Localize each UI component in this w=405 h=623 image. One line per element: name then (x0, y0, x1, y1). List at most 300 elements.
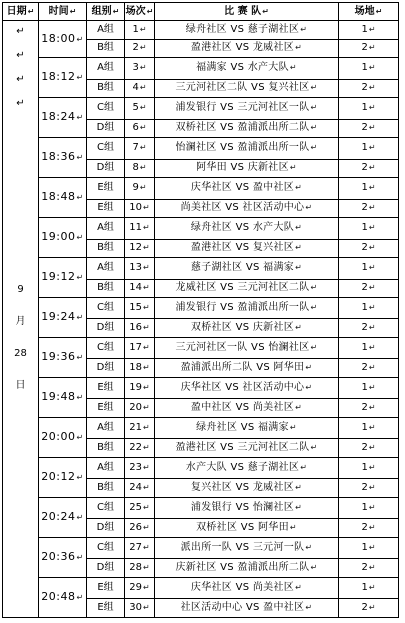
header-venue: 场地↵ (339, 3, 399, 21)
return-mark: ↵ (289, 423, 297, 433)
return-mark: ↵ (368, 363, 376, 373)
date-part: 9 (17, 284, 24, 295)
venue-cell-text: 1 (361, 542, 368, 554)
table-row (3, 538, 399, 559)
match-number-cell-text: 26 (129, 522, 143, 534)
date-part: 28 (14, 348, 27, 359)
match-schedule-table (2, 2, 399, 618)
venue-cell (339, 538, 399, 559)
return-mark: ↵ (368, 83, 376, 93)
venue-cell (339, 98, 399, 119)
group-cell (87, 21, 125, 40)
match-cell-text: 怡澜社区 VS 盈浦派出所一队 (175, 142, 310, 154)
return-mark: ↵ (295, 43, 303, 53)
match-cell (155, 418, 339, 439)
venue-cell (339, 159, 399, 178)
time-value: 19:24 (41, 310, 76, 324)
venue-cell-text: 2 (361, 202, 368, 214)
match-number-cell (125, 79, 155, 98)
match-number-cell (125, 538, 155, 559)
table-row (3, 258, 399, 279)
match-number-cell-text: 12 (129, 242, 143, 254)
group-cell-text: A组 (97, 23, 114, 35)
return-mark: ↵ (139, 143, 147, 153)
match-number-cell (125, 338, 155, 359)
return-mark: ↵ (76, 393, 84, 403)
match-cell-text: 社区活动中心 VS 盈中社区 (180, 602, 305, 614)
match-cell (155, 279, 339, 298)
time-value: 18:36 (41, 150, 76, 164)
table-row (3, 138, 399, 159)
venue-cell (339, 39, 399, 58)
venue-cell-text: 2 (361, 242, 368, 254)
date-part: ↵ (16, 74, 25, 85)
group-cell (87, 298, 125, 319)
match-number-cell-text: 4 (132, 82, 139, 94)
match-cell (155, 21, 339, 40)
group-cell (87, 599, 125, 618)
match-cell (155, 538, 339, 559)
table-row (3, 378, 399, 399)
match-cell (155, 319, 339, 338)
return-mark: ↵ (368, 523, 376, 533)
match-number-cell-text: 1 (132, 23, 139, 35)
time-value: 20:00 (41, 430, 76, 444)
return-mark: ↵ (143, 243, 150, 253)
schedule-sheet (2, 2, 399, 618)
return-mark: ↵ (76, 313, 84, 323)
group-cell (87, 119, 125, 138)
match-cell (155, 218, 339, 239)
group-cell-text: C组 (97, 502, 114, 514)
group-cell-text: E组 (97, 202, 114, 214)
time-value: 18:12 (41, 70, 76, 84)
return-mark: ↵ (76, 592, 84, 602)
match-number-cell-text: 27 (129, 542, 143, 554)
group-cell (87, 577, 125, 598)
venue-cell (339, 279, 399, 298)
match-number-cell-text: 13 (129, 262, 143, 274)
venue-cell (339, 138, 399, 159)
venue-cell-text: 2 (361, 82, 368, 94)
return-mark: ↵ (368, 143, 376, 153)
match-cell-text: 派出所一队 VS 三元河一队 (180, 542, 305, 554)
venue-cell (339, 577, 399, 598)
match-cell-text: 水产大队 VS 慈子湖社区 (185, 462, 300, 474)
return-mark: ↵ (310, 283, 318, 293)
venue-cell-text: 1 (361, 222, 368, 234)
venue-cell (339, 498, 399, 519)
group-cell-text: E组 (97, 182, 114, 194)
group-cell-text: B组 (97, 282, 114, 294)
return-mark: ↵ (368, 163, 376, 173)
group-cell (87, 418, 125, 439)
venue-cell (339, 439, 399, 458)
group-cell-text: A组 (97, 462, 114, 474)
return-mark: ↵ (310, 103, 318, 113)
match-cell (155, 498, 339, 519)
return-mark: ↵ (295, 183, 303, 193)
match-number-cell-text: 24 (129, 482, 143, 494)
match-cell-text: 绿舟社区 VS 水产大队 (190, 222, 295, 234)
venue-cell (339, 559, 399, 578)
return-mark: ↵ (368, 563, 376, 573)
venue-cell (339, 298, 399, 319)
match-number-cell (125, 577, 155, 598)
match-number-cell-text: 20 (129, 402, 143, 414)
match-cell-text: 盈港社区 VS 龙威社区 (190, 42, 295, 54)
match-number-cell (125, 279, 155, 298)
match-number-cell-text: 19 (129, 382, 143, 394)
match-number-cell (125, 218, 155, 239)
venue-cell-text: 2 (361, 482, 368, 494)
return-mark: ↵ (76, 513, 84, 522)
return-mark: ↵ (143, 483, 150, 493)
match-number-cell (125, 138, 155, 159)
return-mark: ↵ (143, 523, 150, 533)
match-cell-text: 龙威社区 VS 三元河社区二队 (175, 282, 310, 294)
venue-cell (339, 599, 399, 618)
match-cell (155, 599, 339, 618)
match-cell (155, 58, 339, 79)
match-cell (155, 458, 339, 479)
group-cell-text: E组 (97, 602, 114, 614)
group-cell (87, 338, 125, 359)
header-match: 比 赛 队↵ (155, 3, 339, 21)
group-cell-text: C组 (97, 302, 114, 314)
return-mark: ↵ (139, 24, 147, 34)
match-cell-text: 福满家 VS 水产大队 (196, 62, 289, 74)
group-cell (87, 498, 125, 519)
return-mark: ↵ (305, 383, 313, 393)
return-mark: ↵ (368, 463, 376, 473)
match-number-cell (125, 498, 155, 519)
return-mark: ↵ (368, 603, 376, 613)
match-cell-text: 盈港社区 VS 三元河社区二队 (175, 442, 310, 454)
return-mark: ↵ (143, 403, 150, 413)
group-cell-text: E组 (97, 402, 114, 414)
time-cell (39, 378, 87, 418)
group-cell-text: D组 (96, 162, 115, 174)
group-cell (87, 79, 125, 98)
match-number-cell (125, 258, 155, 279)
match-number-cell-text: 25 (129, 502, 143, 514)
header-row (3, 3, 399, 21)
group-cell (87, 359, 125, 378)
venue-cell-text: 1 (361, 262, 368, 274)
match-number-cell-text: 6 (132, 122, 139, 134)
group-cell-text: A组 (97, 262, 114, 274)
match-number-cell (125, 119, 155, 138)
table-row (3, 178, 399, 199)
venue-cell (339, 519, 399, 538)
time-value: 20:12 (41, 470, 76, 484)
date-part: 月 (15, 316, 26, 327)
match-cell (155, 439, 339, 458)
group-cell-text: B组 (97, 482, 114, 494)
return-mark: ↵ (139, 163, 147, 173)
time-cell (39, 21, 87, 58)
return-mark: ↵ (368, 123, 376, 133)
match-number-cell (125, 399, 155, 418)
venue-cell (339, 239, 399, 258)
return-mark: ↵ (143, 383, 150, 393)
venue-cell-text: 2 (361, 322, 368, 334)
match-number-cell-text: 10 (129, 202, 143, 214)
venue-cell (339, 178, 399, 199)
return-mark: ↵ (143, 263, 150, 273)
return-mark: ↵ (368, 323, 376, 333)
venue-cell (339, 119, 399, 138)
return-mark: ↵ (368, 543, 376, 553)
venue-cell (339, 359, 399, 378)
match-cell (155, 138, 339, 159)
return-mark: ↵ (143, 603, 150, 613)
header-time: 时间↵ (39, 3, 87, 21)
match-cell (155, 378, 339, 399)
venue-cell (339, 218, 399, 239)
time-cell (39, 458, 87, 498)
return-mark: ↵ (310, 443, 318, 453)
venue-cell-text: 1 (361, 462, 368, 474)
return-mark: ↵ (368, 203, 376, 213)
return-mark: ↵ (305, 363, 313, 373)
return-mark: ↵ (368, 103, 376, 113)
match-number-cell (125, 439, 155, 458)
match-cell-text: 慈子湖社区 VS 福满家 (190, 262, 295, 274)
table-row (3, 418, 399, 439)
match-cell (155, 178, 339, 199)
group-cell (87, 58, 125, 79)
group-cell-text: A组 (97, 62, 114, 74)
venue-cell (339, 21, 399, 40)
return-mark: ↵ (368, 383, 376, 393)
match-number-cell (125, 39, 155, 58)
return-mark: ↵ (300, 463, 308, 473)
group-cell-text: E组 (97, 382, 114, 394)
match-number-cell-text: 17 (129, 342, 143, 354)
group-cell (87, 239, 125, 258)
match-cell-text: 浦发银行 VS 盈浦派出所一队 (175, 302, 310, 314)
return-mark: ↵ (139, 123, 147, 133)
return-mark: ↵ (76, 233, 84, 243)
match-number-cell (125, 58, 155, 79)
match-number-cell (125, 159, 155, 178)
match-cell-text: 尚美社区 VS 社区活动中心 (180, 202, 305, 214)
match-number-cell-text: 15 (129, 302, 143, 314)
time-cell (39, 218, 87, 258)
group-cell (87, 159, 125, 178)
match-cell-text: 盈港社区 VS 复兴社区 (190, 242, 295, 254)
return-mark: ↵ (143, 423, 150, 433)
match-cell (155, 559, 339, 578)
match-number-cell (125, 359, 155, 378)
group-cell-text: D组 (96, 522, 115, 534)
match-cell (155, 298, 339, 319)
time-value: 20:36 (41, 549, 76, 563)
group-cell (87, 218, 125, 239)
return-mark: ↵ (295, 403, 303, 413)
group-cell-text: C组 (97, 342, 114, 354)
return-mark: ↵ (368, 583, 376, 593)
return-mark: ↵ (310, 303, 318, 313)
group-cell-text: C组 (97, 542, 114, 554)
return-mark: ↵ (76, 193, 84, 203)
group-cell (87, 519, 125, 538)
match-number-cell (125, 21, 155, 40)
match-number-cell-text: 28 (129, 562, 143, 574)
match-number-cell (125, 319, 155, 338)
group-cell-text: B组 (97, 242, 114, 254)
time-cell (39, 498, 87, 538)
date-part: ↵ (16, 98, 25, 109)
group-cell-text: D组 (96, 362, 115, 374)
return-mark: ↵ (289, 163, 297, 173)
return-mark: ↵ (295, 483, 303, 493)
group-cell-text: D组 (96, 562, 115, 574)
return-mark: ↵ (295, 263, 303, 273)
time-cell (39, 258, 87, 298)
match-number-cell (125, 599, 155, 618)
table-row (3, 577, 399, 598)
return-mark: ↵ (310, 83, 318, 93)
match-number-cell-text: 21 (129, 422, 143, 434)
table-row (3, 298, 399, 319)
return-mark: ↵ (139, 43, 147, 53)
return-mark: ↵ (295, 223, 303, 233)
match-number-cell-text: 11 (129, 222, 143, 234)
return-mark: ↵ (143, 343, 150, 353)
time-cell (39, 418, 87, 458)
match-cell (155, 79, 339, 98)
time-value: 20:24 (41, 510, 76, 523)
return-mark: ↵ (76, 473, 84, 483)
match-cell-text: 阿华田 VS 庆新社区 (196, 162, 289, 174)
venue-cell-text: 1 (361, 23, 368, 35)
venue-cell-text: 1 (361, 422, 368, 434)
venue-cell-text: 1 (361, 502, 368, 514)
match-number-cell (125, 458, 155, 479)
venue-cell-text: 2 (361, 362, 368, 374)
match-number-cell (125, 418, 155, 439)
match-cell (155, 39, 339, 58)
return-mark: ↵ (300, 24, 308, 34)
return-mark: ↵ (310, 343, 318, 353)
return-mark: ↵ (310, 563, 318, 573)
time-value: 19:12 (41, 270, 76, 284)
match-cell-text: 双桥社区 VS 阿华田 (196, 522, 289, 534)
match-cell-text: 盈中社区 VS 尚美社区 (190, 402, 295, 414)
group-cell-text: B组 (97, 442, 114, 454)
group-cell (87, 479, 125, 498)
venue-cell (339, 199, 399, 218)
match-cell-text: 双桥社区 VS 庆新社区 (190, 322, 295, 334)
venue-cell (339, 399, 399, 418)
return-mark: ↵ (76, 73, 84, 83)
time-cell (39, 138, 87, 178)
venue-cell (339, 79, 399, 98)
match-number-cell-text: 3 (132, 62, 139, 74)
return-mark: ↵ (139, 103, 147, 113)
return-mark: ↵ (76, 353, 84, 363)
match-number-cell-text: 23 (129, 462, 143, 474)
group-cell-text: A组 (97, 422, 114, 434)
match-cell-text: 庆华社区 VS 盈中社区 (190, 182, 295, 194)
venue-cell-text: 1 (361, 382, 368, 394)
group-cell (87, 258, 125, 279)
return-mark: ↵ (289, 63, 297, 73)
table-row (3, 498, 399, 519)
match-number-cell (125, 378, 155, 399)
table-row (3, 98, 399, 119)
venue-cell-text: 2 (361, 442, 368, 454)
return-mark: ↵ (76, 433, 84, 443)
return-mark: ↵ (368, 43, 376, 53)
table-row (3, 338, 399, 359)
match-number-cell (125, 178, 155, 199)
header-date: 日期↵ (3, 3, 39, 21)
return-mark: ↵ (368, 63, 376, 73)
venue-cell (339, 378, 399, 399)
group-cell (87, 199, 125, 218)
venue-cell-text: 1 (361, 62, 368, 74)
venue-cell-text: 2 (361, 282, 368, 294)
return-mark: ↵ (368, 403, 376, 413)
return-mark: ↵ (76, 273, 84, 283)
schedule-body (3, 21, 399, 618)
match-cell-text: 绿舟社区 VS 慈子湖社区 (185, 23, 300, 35)
return-mark: ↵ (76, 34, 84, 44)
match-number-cell (125, 199, 155, 218)
match-number-cell-text: 2 (132, 42, 139, 54)
match-number-cell-text: 9 (132, 182, 139, 194)
group-cell (87, 559, 125, 578)
group-cell (87, 399, 125, 418)
time-cell (39, 178, 87, 218)
time-value: 18:00 (41, 31, 76, 45)
match-cell-text: 庆华社区 VS 社区活动中心 (180, 382, 305, 394)
return-mark: ↵ (310, 123, 318, 133)
group-cell (87, 279, 125, 298)
venue-cell-text: 1 (361, 182, 368, 194)
match-cell (155, 577, 339, 598)
return-mark: ↵ (305, 203, 313, 213)
match-cell-text: 绿舟社区 VS 福满家 (196, 422, 289, 434)
time-value: 18:24 (41, 110, 76, 124)
return-mark: ↵ (139, 183, 147, 193)
venue-cell-text: 2 (361, 122, 368, 134)
match-cell (155, 119, 339, 138)
match-number-cell (125, 239, 155, 258)
return-mark: ↵ (143, 363, 150, 373)
header-group: 组别↵ (87, 3, 125, 21)
return-mark: ↵ (143, 563, 150, 573)
group-cell (87, 178, 125, 199)
return-mark: ↵ (143, 203, 150, 213)
return-mark: ↵ (143, 583, 150, 593)
return-mark: ↵ (143, 323, 150, 333)
time-value: 20:48 (41, 589, 76, 603)
group-cell (87, 538, 125, 559)
match-cell-text: 浦发银行 VS 怡澜社区 (190, 502, 295, 514)
match-number-cell-text: 7 (132, 142, 139, 154)
match-cell (155, 159, 339, 178)
table-row (3, 458, 399, 479)
venue-cell-text: 1 (361, 142, 368, 154)
return-mark: ↵ (139, 63, 147, 73)
match-cell-text: 庆新社区 VS 盈浦派出所二队 (175, 562, 310, 574)
return-mark: ↵ (139, 83, 147, 93)
